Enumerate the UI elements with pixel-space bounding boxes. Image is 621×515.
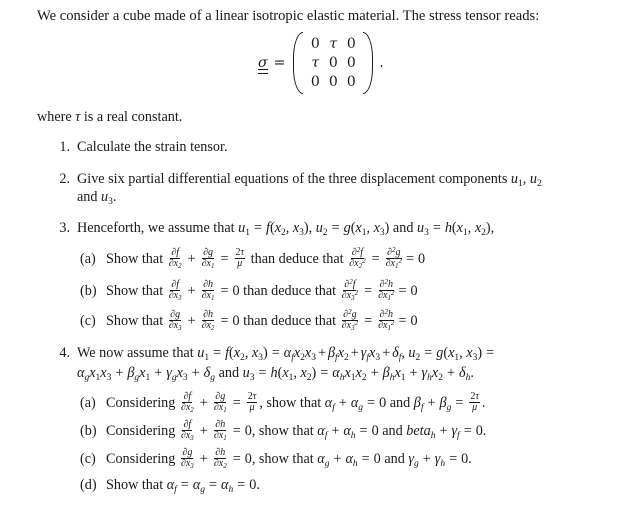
assumption-u3: $u_3$ [416, 220, 429, 238]
question-text: Calculate the strain tensor. [77, 139, 228, 155]
fraction-2tau-mu: $\frac{2\tau}{\mu}$ [470, 391, 479, 413]
fraction-2tau-mu: $\frac{2\tau}{\mu}$ [247, 391, 257, 413]
fraction-dg-dx1: $\frac{\partial g}{\partial x_1}$ [201, 247, 215, 270]
question-text: Give six partial differential equations of the three displacement components [77, 171, 511, 187]
question-3a: (a) Show that $\frac{\partial f}{\partial x_2}$ + $\frac{\partial g}{\partial x_1}$ = $\frac{2\tau}{\mu}$ than deduce that $\frac{\partial^2f}{\partial x_2^2}$ = $\frac{\partial^2g}{\partial x_1^2}$ = 0 [80, 246, 426, 270]
var-u2: $u_2$ [529, 171, 542, 189]
and-word: and [389, 394, 411, 411]
matrix-cell: τ [329, 35, 338, 52]
fraction-df-dx2: $\frac{\partial f}{\partial x_2}$ [180, 391, 194, 414]
tau-symbol: τ [75, 109, 81, 125]
question-4d: (d) Show that $\alpha_f = \alpha_g = \alpha_h = 0$. [80, 477, 260, 495]
left-parenthesis [293, 32, 303, 94]
part-label: (c) [80, 450, 96, 467]
fraction-2tau-mu: $\frac{2\tau}{\mu}$ [235, 247, 245, 269]
part-label: (a) [80, 394, 96, 411]
and-word: and [382, 422, 403, 439]
question-3: 3. Henceforth, we assume that $u_1 = f(x_2$, $x_3$), $u_2 = g(x_1$, $x_3$) and $u_3 = h(x_1$, $x_2$), [50, 219, 494, 237]
deduce-text: than deduce that [243, 312, 337, 329]
and-word: and [218, 365, 240, 381]
var-u3: $u_3$ [101, 189, 113, 207]
show-that: , show that [259, 394, 322, 411]
fraction-dh-dx2: $\frac{\partial h}{\partial x_2}$ [213, 447, 227, 470]
fraction-dg-dx1: $\frac{\partial g}{\partial x_1}$ [213, 391, 227, 414]
question-2-continuation [77, 188, 116, 206]
show-that: , show that [251, 422, 314, 439]
show-that: Show that [106, 312, 164, 329]
matrix-cell: 0 [346, 35, 356, 52]
comma: , [522, 171, 530, 187]
matrix-cell: 0 [346, 73, 356, 90]
where-suffix: is a real constant. [80, 109, 183, 125]
matrix-cell: 0 [328, 73, 338, 90]
and-word: and [392, 220, 414, 236]
matrix-cell: 0 [310, 73, 320, 90]
question-text: We now assume that [77, 345, 198, 361]
question-4a: (a) Considering $\frac{\partial f}{\partial x_2}$ + $\frac{\partial g}{\partial x_1}$ = $\frac{2\tau}{\mu}$ , show that $\alpha_f + \alpha_g = 0$ and $\beta_f + \beta_g$ = $\frac{2\tau}{\mu}$ . [80, 391, 486, 414]
fraction-d2h-dx1sq: $\frac{\partial^2h}{\partial x_1^2}$ [378, 278, 395, 302]
intro-sentence: We consider a cube made of a linear isotropic elastic material. The stress tensor reads: [37, 8, 540, 24]
matrix-cell: 0 [346, 54, 356, 71]
question-4: 4. We now assume that $u_1 = f(x_2$, $x_3) = \alpha_fx_2x_3 + \beta_fx_2 + \gamma_fx_3 + \delta_f$, $u_2 = g(x_1$, $x_3$) = [50, 344, 498, 362]
show-that: Show that [106, 250, 164, 267]
and-word: and [384, 450, 405, 467]
part-label: (b) [80, 282, 97, 299]
equals-sign: = [273, 55, 286, 71]
show-that: Show that [106, 282, 164, 299]
fraction-d2g-dx1sq: $\frac{\partial^2g}{\partial x_1^2}$ [385, 246, 402, 270]
question-1 [50, 138, 228, 156]
question-4b: (b) Considering $\frac{\partial f}{\partial x_3}$ + $\frac{\partial h}{\partial x_1}$ = 0, show that $\alpha_f + \alpha_h = 0$ and beta$_h$ + $\gamma_f = 0$. [80, 419, 487, 442]
fraction-dg-dx3: $\frac{\partial g}{\partial x_3}$ [168, 309, 182, 332]
fraction-dg-dx3: $\frac{\partial g}{\partial x_3}$ [180, 447, 194, 470]
part-label: (a) [80, 250, 96, 267]
trailing-period: . [379, 55, 384, 71]
considering-text: Considering [106, 394, 176, 411]
stress-tensor-equation [258, 30, 384, 96]
fraction-d2g-dx3sq: $\frac{\partial^2g}{\partial x_3^2}$ [341, 308, 359, 332]
considering-text: Considering [106, 422, 176, 439]
fraction-dh-dx1: $\frac{\partial h}{\partial x_1}$ [213, 419, 227, 442]
part-label: (b) [80, 422, 97, 439]
assumption-u2: $u_2$ [315, 220, 328, 238]
matrix-cell: 0 [328, 54, 338, 71]
fraction-df-dx3: $\frac{\partial f}{\partial x_3}$ [180, 419, 194, 442]
question-3b: (b) Show that $\frac{\partial f}{\partial x_3}$ + $\frac{\partial h}{\partial x_1}$ = 0 than deduce that $\frac{\partial^2f}{\partial x_3^2}$ = $\frac{\partial^2h}{\partial x_1^2}$ = 0 [80, 278, 418, 302]
considering-text: Considering [106, 450, 176, 467]
part-label: (c) [80, 312, 96, 329]
show-that: Show that [106, 477, 164, 493]
question-4c: (c) Considering $\frac{\partial g}{\partial x_3}$ + $\frac{\partial h}{\partial x_2}$ = 0, show that $\alpha_g + \alpha_h = 0$ and $\gamma_g + \gamma_h = 0$. [80, 447, 472, 470]
fraction-d2f-dx3sq: $\frac{\partial^2f}{\partial x_3^2}$ [341, 278, 359, 302]
fraction-d2f-dx2sq: $\frac{\partial^2f}{\partial x_2^2}$ [349, 246, 366, 270]
where-prefix: where [37, 109, 76, 125]
where-clause [37, 108, 182, 126]
fraction-dh-dx1: $\frac{\partial h}{\partial x_1}$ [201, 279, 215, 302]
assumption-u1: $u_1$ [238, 220, 250, 238]
question-number: 4. [59, 345, 70, 361]
period: . [112, 189, 117, 205]
matrix-cell: 0 [310, 35, 320, 52]
stress-matrix [303, 35, 363, 92]
right-parenthesis [363, 32, 373, 94]
deduce-text: than deduce that [250, 250, 344, 267]
question-number: 3. [59, 220, 70, 236]
tensor-symbol: σ [258, 55, 268, 71]
deduce-text: than deduce that [243, 282, 337, 299]
and-word: and [77, 189, 102, 205]
fraction-d2h-dx1sq: $\frac{\partial^2h}{\partial x_1^2}$ [378, 308, 395, 332]
var-u1: $u_1$ [510, 171, 523, 189]
question-number: 1. [59, 139, 70, 155]
question-text: Henceforth, we assume that [77, 220, 239, 236]
show-that: , show that [251, 450, 314, 467]
fraction-dh-dx2: $\frac{\partial h}{\partial x_2}$ [201, 309, 215, 332]
fraction-df-dx2: $\frac{\partial f}{\partial x_2}$ [168, 247, 182, 270]
matrix-cell: τ [311, 54, 320, 71]
part-label: (d) [80, 477, 97, 493]
fraction-df-dx3: $\frac{\partial f}{\partial x_3}$ [168, 279, 182, 302]
question-number: 2. [59, 171, 70, 187]
question-3c: (c) Show that $\frac{\partial g}{\partial x_3}$ + $\frac{\partial h}{\partial x_2}$ = 0 than deduce that $\frac{\partial^2g}{\partial x_3^2}$ = $\frac{\partial^2h}{\partial x_1^2}$ = 0 [80, 308, 418, 332]
question-4-continuation: $\alpha_gx_1x_3 + \beta_gx_1 + \gamma_gx_3 + \delta_g$ and $u_3 = h(x_1$, $x_2) = \alpha_hx_1x_2 + \beta_hx_1 + \gamma_hx_2 + \delta_h$. [77, 365, 474, 383]
question-2 [50, 170, 542, 188]
